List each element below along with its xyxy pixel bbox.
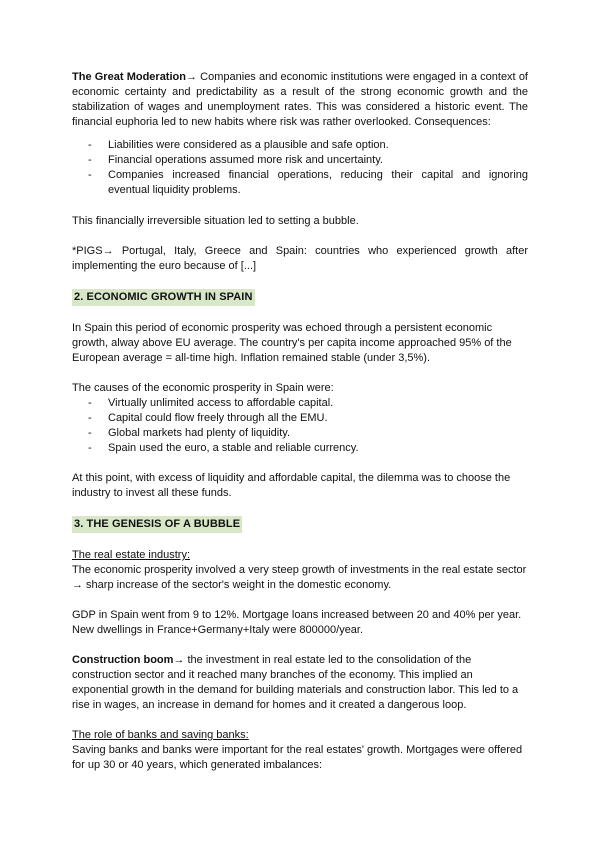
causes-intro: The causes of the economic prosperity in Spain were: [72, 382, 334, 394]
dilemma-paragraph: At this point, with excess of liquidity and affordable capital, the dilemma was to choose the industry to invest all these funds. [72, 472, 511, 499]
construction-boom-text: → the investment in real estate led to the consolidation of the construction sector and it reached many branches of the economy. This implied an exponential growth in the demand for building materials and construction labor. This led to a rise in wages, an increase in demand for homes and it created a dangerous loop. [72, 654, 519, 711]
construction-boom-term: Construction boom [72, 654, 174, 666]
section-heading-economic-growth: 2. ECONOMIC GROWTH IN SPAIN [72, 289, 255, 306]
pigs-paragraph: *PIGS→ Portugal, Italy, Greece and Spain: countries who experienced growth after implementing the euro because of [...] [72, 245, 528, 272]
subheading-banks: The role of banks and saving banks: [72, 729, 249, 741]
list-item: - Financial operations assumed more risk and uncertainty. [72, 153, 528, 168]
subheading-real-estate: The real estate industry: [72, 549, 191, 561]
prosperity-paragraph: In Spain this period of economic prosperity was echoed through a persistent economic growth, alway above EU average. The country's per capita income approached 95% of the European average = all-time high. Inflation remained stable (under 3,5%). [72, 322, 512, 364]
great-moderation-text: → Companies and economic institutions were engaged in a context of economic certainty and predictability as a result of the strong economic growth and the stabilization of wages and unemployment rates. This was considered a historic event. The financial euphoria led to new habits where risk was rather overlooked. Consequences: [72, 71, 528, 128]
real-estate-paragraph: The economic prosperity involved a very steep growth of investments in the real estate sector → sharp increase of the sector's weight in the domestic economy. [72, 564, 527, 591]
section-heading-genesis-bubble: 3. THE GENESIS OF A BUBBLE [72, 516, 242, 533]
construction-boom-paragraph [72, 653, 528, 713]
list-item: - Virtually unlimited access to affordable capital. [72, 396, 528, 411]
list-item: - Global markets had plenty of liquidity. [72, 426, 528, 441]
causes-list [72, 396, 528, 456]
gdp-paragraph: GDP in Spain went from 9 to 12%. Mortgage loans increased between 20 and 40% per year. New dwellings in France+Germany+Italy were 800000/year. [72, 609, 522, 636]
list-item: - Liabilities were considered as a plausible and safe option. [72, 138, 528, 153]
document-page [72, 70, 528, 773]
banks-paragraph: Saving banks and banks were important for the real estates' growth. Mortgages were offered for up 30 or 40 years, which generated imbalances: [72, 744, 523, 771]
bubble-paragraph: This financially irreversible situation led to setting a bubble. [72, 215, 359, 227]
list-item: - Spain used the euro, a stable and reliable currency. [72, 441, 528, 456]
great-moderation-paragraph [72, 70, 528, 130]
list-item: - Capital could flow freely through all the EMU. [72, 411, 528, 426]
list-item: - Companies increased financial operations, reducing their capital and ignoring eventual liquidity problems. [72, 168, 528, 198]
consequences-list [72, 138, 528, 198]
great-moderation-term: The Great Moderation [72, 71, 186, 83]
